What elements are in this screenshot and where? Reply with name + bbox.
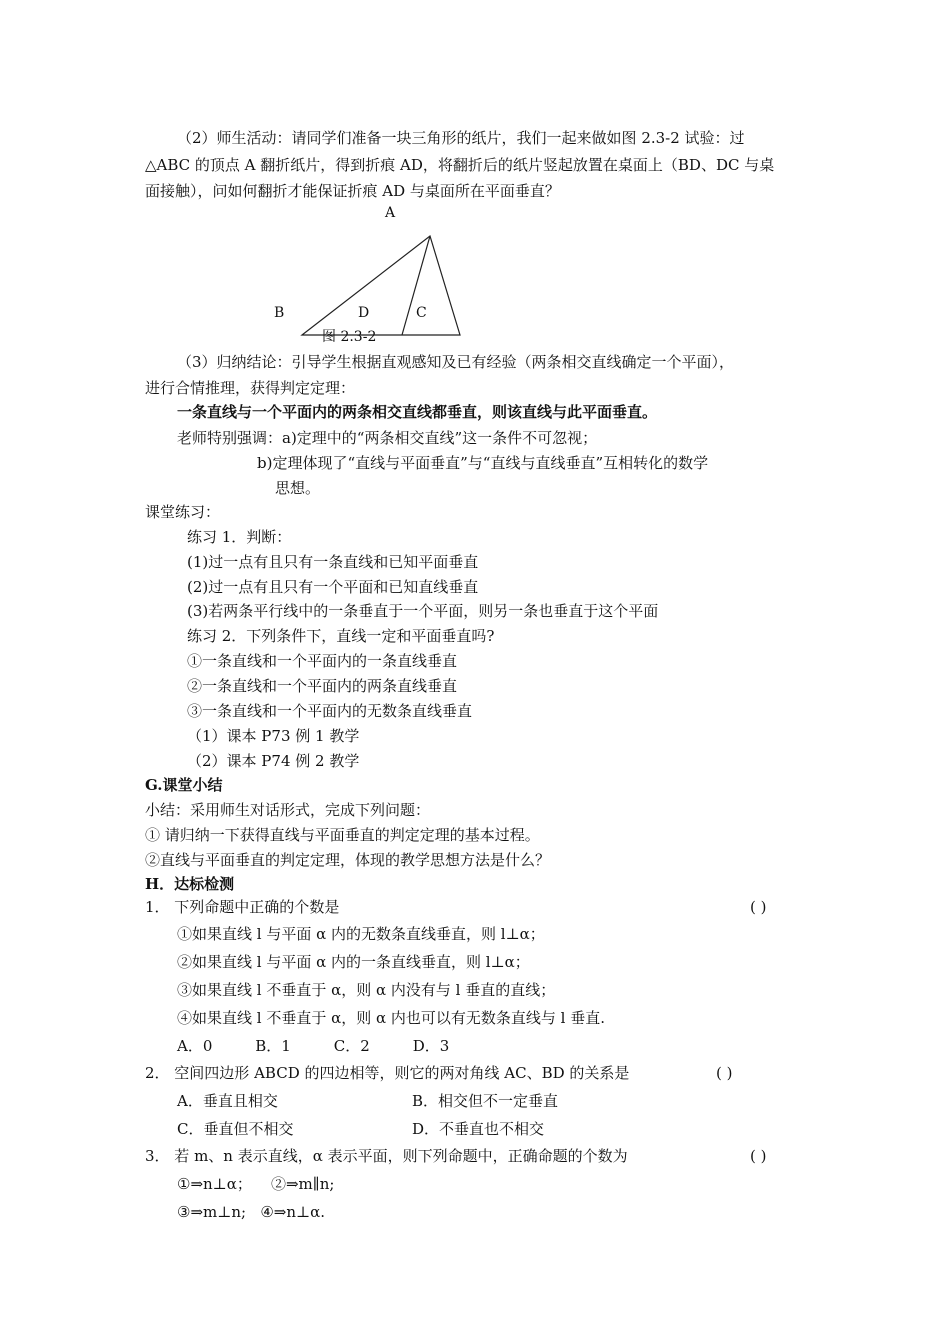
figure-label-b: B [274, 305, 285, 321]
summary-question1: ① 请归纳一下获得直线与平面垂直的判定定理的基本过程。 [145, 826, 540, 844]
teacher-note-a: 老师特别强调：a)定理中的“两条相交直线”这一条件不可忽视； [177, 429, 598, 447]
practice-title: 课堂练习： [145, 503, 221, 521]
exercise2-title: 练习 2．下列条件下，直线一定和平面垂直吗? [187, 627, 495, 645]
test-heading: H．达标检测 [145, 875, 235, 893]
exercise2-item2: ②一条直线和一个平面内的两条直线垂直 [187, 677, 458, 695]
question2-stem: 2． 空间四边形 ABCD 的四边相等，则它的两对角线 AC、BD 的关系是 [145, 1064, 630, 1082]
sec2-line2: △ABC 的顶点 A 翻折纸片，得到折痕 AD，将翻折后的纸片竖起放置在桌面上（BD、DC 与桌 [145, 156, 775, 174]
question3-stem: 3． 若 m、n 表示直线，α 表示平面，则下列命题中，正确命题的个数为 [145, 1147, 628, 1165]
summary-intro: 小结：采用师生对话形式，完成下列问题： [145, 801, 431, 819]
exercise1-item1: (1)过一点有且只有一条直线和已知平面垂直 [187, 553, 479, 571]
teacher-note-b1: b)定理体现了“直线与平面垂直”与“直线与直线垂直”互相转化的数学 [257, 454, 709, 472]
exercise2-item1: ①一条直线和一个平面内的一条直线垂直 [187, 652, 458, 670]
textbook-example1: （1）课本 P73 例 1 教学 [187, 727, 360, 745]
question1-option4: ④如果直线 l 不垂直于 α，则 α 内也可以有无数条直线与 l 垂直. [177, 1009, 606, 1027]
exercise2-item3: ③一条直线和一个平面内的无数条直线垂直 [187, 702, 473, 720]
question1-stem: 1． 下列命题中正确的个数是 [145, 898, 340, 916]
figure-label-a: A [385, 205, 396, 221]
triangle-figure [295, 232, 465, 338]
question3-options-1-2: ①⇒n⊥α； ②⇒m∥n; [177, 1175, 335, 1193]
exercise1-item2: (2)过一点有且只有一个平面和已知直线垂直 [187, 578, 479, 596]
exercise1-item3: (3)若两条平行线中的一条垂直于一个平面，则另一条也垂直于这个平面 [187, 602, 659, 620]
question1-answer-blank: ( ) [750, 898, 767, 916]
sec3-line2: 进行合情推理，获得判定定理： [145, 379, 356, 397]
question3-options-3-4: ③⇒m⊥n; ④⇒n⊥α. [177, 1203, 326, 1221]
question1-option1: ①如果直线 l 与平面 α 内的无数条直线垂直，则 l⊥α； [177, 925, 545, 943]
sec2-line1: （2）师生活动：请同学们准备一块三角形的纸片，我们一起来做如图 2.3-2 试验：过 [177, 129, 745, 147]
sec3-line1: （3）归纳结论：引导学生根据直观感知及已有经验（两条相交直线确定一个平面）， [177, 353, 735, 371]
question2-choice-c: C．垂直但不相交 [177, 1120, 294, 1138]
question1-choices: A．0 B．1 C．2 D．3 [177, 1037, 450, 1055]
figure-label-c: C [416, 305, 427, 321]
sec2-line3: 面接触），问如何翻折才能保证折痕 AD 与桌面所在平面垂直？ [145, 182, 560, 200]
theorem-statement: 一条直线与一个平面内的两条相交直线都垂直，则该直线与此平面垂直。 [177, 403, 658, 421]
question1-option3: ③如果直线 l 不垂直于 α，则 α 内没有与 l 垂直的直线； [177, 981, 556, 999]
exercise1-title: 练习 1．判断： [187, 528, 292, 546]
question2-answer-blank: ( ) [716, 1064, 733, 1082]
summary-question2: ②直线与平面垂直的判定定理，体现的教学思想方法是什么？ [145, 851, 551, 869]
question2-choice-b: B．相交但不一定垂直 [412, 1092, 559, 1110]
question2-choice-a: A．垂直且相交 [177, 1092, 278, 1110]
fold-line-ad [402, 236, 430, 335]
question1-option2: ②如果直线 l 与平面 α 内的一条直线垂直，则 l⊥α； [177, 953, 530, 971]
triangle-abc [302, 236, 460, 335]
summary-heading: G.课堂小结 [145, 776, 223, 794]
textbook-example2: （2）课本 P74 例 2 教学 [187, 752, 360, 770]
teacher-note-b2: 思想。 [275, 479, 321, 497]
figure-label-d: D [358, 305, 370, 321]
question3-answer-blank: ( ) [750, 1147, 767, 1165]
question2-choice-d: D．不垂直也不相交 [412, 1120, 545, 1138]
figure-caption: 图 2.3-2 [322, 329, 377, 345]
